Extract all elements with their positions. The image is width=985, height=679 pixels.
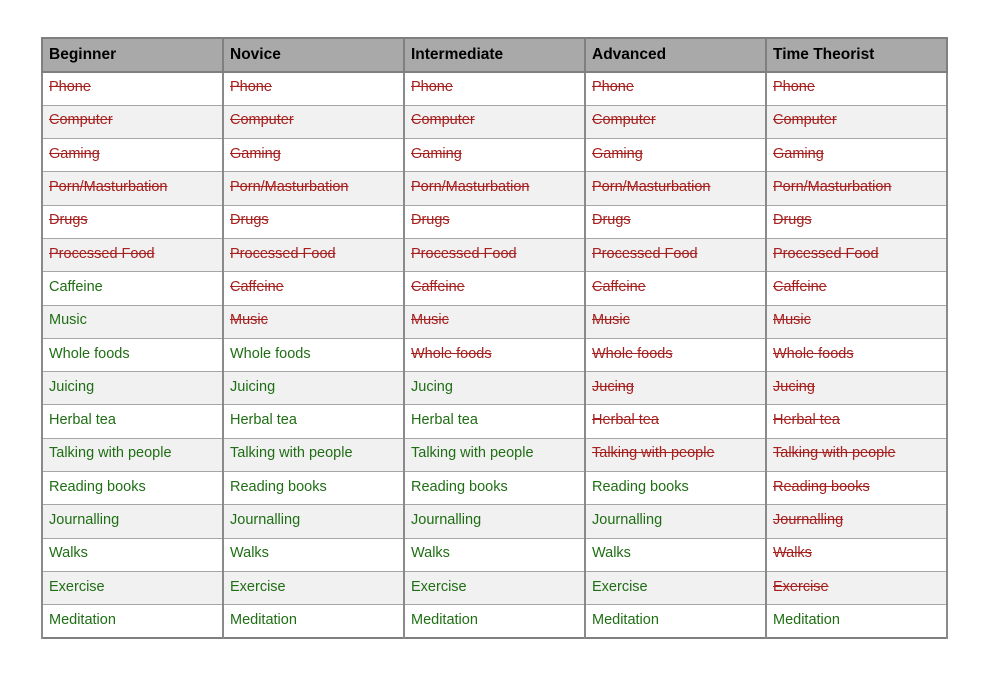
table-cell [404,139,585,172]
crossed-out-item: Gaming [411,145,462,162]
kept-item: Reading books [411,478,508,495]
table-cell [223,372,404,405]
kept-item: Meditation [773,611,840,628]
table-cell [42,172,223,205]
table-cell [404,472,585,505]
kept-item: Whole foods [230,345,311,362]
crossed-out-item: Whole foods [411,345,492,362]
kept-item: Juicing [230,378,276,395]
table-cell [766,605,947,638]
crossed-out-item: Jucing [773,378,815,395]
levels-table [41,37,948,639]
table-row [42,105,947,138]
crossed-out-item: Drugs [773,212,812,229]
kept-item: Talking with people [49,445,172,462]
table-row [42,338,947,371]
table-cell [766,305,947,338]
table-cell [404,305,585,338]
table-cell [223,538,404,571]
table-cell [404,505,585,538]
table-cell [585,605,766,638]
table-cell [42,405,223,438]
table-row [42,605,947,638]
table-cell [585,205,766,238]
table-cell [42,305,223,338]
table-row [42,372,947,405]
crossed-out-item: Talking with people [592,445,715,462]
crossed-out-item: Journalling [773,512,844,528]
header-cell: Novice [223,38,404,72]
table-row [42,538,947,571]
table-cell [223,72,404,105]
crossed-out-item: Talking with people [773,445,896,462]
table-cell [404,172,585,205]
kept-item: Journalling [49,512,120,528]
table-row [42,238,947,271]
table-cell [404,405,585,438]
crossed-out-item: Reading books [773,478,870,495]
kept-item: Exercise [49,578,105,595]
kept-item: Walks [592,545,631,562]
crossed-out-item: Phone [773,79,815,96]
crossed-out-item: Drugs [49,212,88,229]
crossed-out-item: Caffeine [411,278,465,295]
table-row [42,72,947,105]
kept-item: Exercise [411,578,467,595]
table-cell [766,338,947,371]
crossed-out-item: Whole foods [773,345,854,362]
table-cell [223,305,404,338]
crossed-out-item: Porn/Masturbation [773,179,892,196]
kept-item: Journalling [411,512,482,528]
table-cell [404,571,585,604]
kept-item: Talking with people [411,445,534,462]
table-row [42,438,947,471]
table-cell [42,538,223,571]
table-cell [223,172,404,205]
table-cell [42,571,223,604]
crossed-out-item: Gaming [592,145,643,162]
table-cell [42,272,223,305]
table-cell [223,272,404,305]
crossed-out-item: Processed Food [592,245,698,262]
kept-item: Jucing [411,378,453,395]
kept-item: Walks [411,545,450,562]
crossed-out-item: Music [411,312,449,329]
table-cell [585,338,766,371]
table-cell [223,105,404,138]
table-cell [223,405,404,438]
table-cell [404,538,585,571]
table-cell [223,605,404,638]
crossed-out-item: Processed Food [49,245,155,262]
kept-item: Herbal tea [411,412,478,429]
crossed-out-item: Phone [230,79,272,96]
table-row [42,571,947,604]
table-cell [42,105,223,138]
table-cell [42,505,223,538]
table-cell [585,405,766,438]
table-row [42,205,947,238]
table-cell [223,338,404,371]
table-cell [766,172,947,205]
crossed-out-item: Porn/Masturbation [592,179,711,196]
table-cell [585,305,766,338]
header-cell: Intermediate [404,38,585,72]
table-cell [42,605,223,638]
table-cell [766,405,947,438]
table-row [42,172,947,205]
table-body [42,72,947,638]
crossed-out-item: Computer [773,112,837,129]
kept-item: Reading books [592,478,689,495]
table-cell [766,139,947,172]
table-cell [585,505,766,538]
crossed-out-item: Phone [592,79,634,96]
table-cell [223,505,404,538]
table-cell [585,238,766,271]
table-cell [766,372,947,405]
crossed-out-item: Porn/Masturbation [411,179,530,196]
crossed-out-item: Exercise [773,578,829,595]
table-cell [404,338,585,371]
table-row [42,505,947,538]
kept-item: Juicing [49,378,95,395]
table-cell [404,272,585,305]
crossed-out-item: Jucing [592,378,634,395]
crossed-out-item: Phone [411,79,453,96]
table-cell [766,571,947,604]
table-cell [42,472,223,505]
table-cell [223,238,404,271]
table-cell [766,472,947,505]
table-cell [223,438,404,471]
header-cell: Advanced [585,38,766,72]
table-row [42,272,947,305]
crossed-out-item: Drugs [230,212,269,229]
header-row [42,38,947,72]
table-cell [404,605,585,638]
crossed-out-item: Porn/Masturbation [230,179,349,196]
table-cell [585,438,766,471]
table-cell [585,372,766,405]
table-cell [585,139,766,172]
kept-item: Meditation [592,611,659,628]
table-cell [404,72,585,105]
crossed-out-item: Phone [49,79,91,96]
table-cell [223,472,404,505]
table-cell [42,205,223,238]
table-cell [766,105,947,138]
kept-item: Herbal tea [230,412,297,429]
table-cell [766,438,947,471]
table-cell [585,72,766,105]
kept-item: Journalling [592,512,663,528]
crossed-out-item: Music [592,312,630,329]
crossed-out-item: Music [230,312,268,329]
table-cell [766,505,947,538]
table-cell [766,238,947,271]
crossed-out-item: Porn/Masturbation [49,179,168,196]
header-cell: Beginner [42,38,223,72]
table-cell [404,105,585,138]
table-cell [42,372,223,405]
crossed-out-item: Processed Food [230,245,336,262]
kept-item: Talking with people [230,445,353,462]
table-row [42,139,947,172]
table-cell [404,372,585,405]
kept-item: Exercise [230,578,286,595]
table-cell [585,105,766,138]
kept-item: Walks [230,545,269,562]
table-cell [42,338,223,371]
crossed-out-item: Computer [49,112,113,129]
table-cell [223,139,404,172]
table-row [42,405,947,438]
crossed-out-item: Caffeine [592,278,646,295]
table-cell [585,571,766,604]
kept-item: Whole foods [49,345,130,362]
table-cell [585,172,766,205]
crossed-out-item: Gaming [773,145,824,162]
crossed-out-item: Processed Food [773,245,879,262]
kept-item: Exercise [592,578,648,595]
crossed-out-item: Drugs [411,212,450,229]
table-cell [766,205,947,238]
table-cell [42,139,223,172]
crossed-out-item: Caffeine [773,278,827,295]
table-cell [585,272,766,305]
table-cell [766,272,947,305]
crossed-out-item: Computer [411,112,475,129]
table-row [42,305,947,338]
table-cell [585,472,766,505]
crossed-out-item: Music [773,312,811,329]
kept-item: Meditation [230,611,297,628]
crossed-out-item: Herbal tea [773,412,840,429]
table-cell [223,571,404,604]
kept-item: Reading books [230,478,327,495]
header-cell: Time Theorist [766,38,947,72]
crossed-out-item: Whole foods [592,345,673,362]
table-row [42,472,947,505]
crossed-out-item: Computer [592,112,656,129]
crossed-out-item: Gaming [230,145,281,162]
kept-item: Reading books [49,478,146,495]
table-cell [766,538,947,571]
crossed-out-item: Herbal tea [592,412,659,429]
kept-item: Walks [49,545,88,562]
kept-item: Music [49,312,87,329]
crossed-out-item: Walks [773,545,812,562]
table-cell [42,438,223,471]
crossed-out-item: Drugs [592,212,631,229]
table-cell [42,238,223,271]
kept-item: Journalling [230,512,301,528]
kept-item: Caffeine [49,278,103,295]
crossed-out-item: Gaming [49,145,100,162]
crossed-out-item: Computer [230,112,294,129]
table-cell [766,72,947,105]
table-cell [404,205,585,238]
kept-item: Meditation [411,611,478,628]
table-cell [42,72,223,105]
crossed-out-item: Caffeine [230,278,284,295]
table-cell [404,438,585,471]
crossed-out-item: Processed Food [411,245,517,262]
kept-item: Herbal tea [49,412,116,429]
table-cell [404,238,585,271]
kept-item: Meditation [49,611,116,628]
table-cell [223,205,404,238]
table-cell [585,538,766,571]
